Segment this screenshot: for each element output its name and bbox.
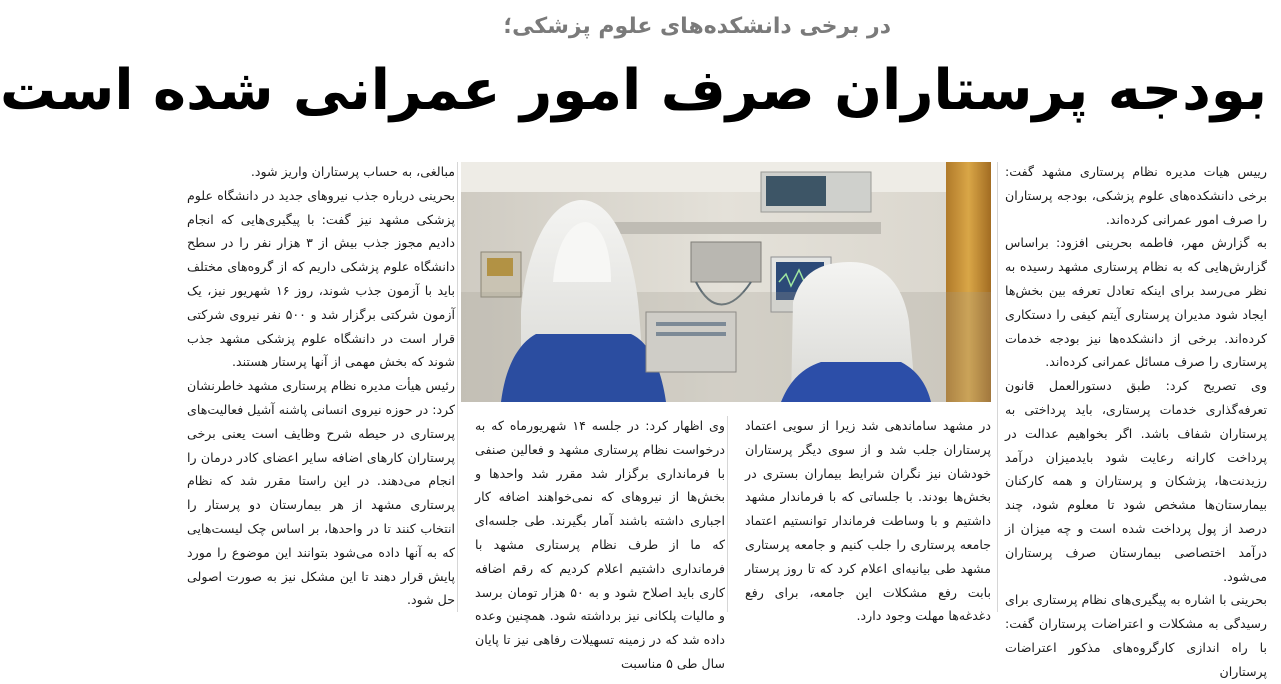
article-kicker: در برخی دانشکده‌های علوم پزشکی؛ xyxy=(503,14,891,39)
article-photo xyxy=(461,162,991,402)
article-column-left xyxy=(187,160,455,610)
column-divider xyxy=(727,416,728,612)
paragraph: در مشهد ساماندهی شد زیرا از سویی اعتماد پرستاران جلب شد و از سوی دیگر پرستاران خودشان نیز نگران شرایط بیماران بستری در بخش‌ها بودند. با جلساتی که با فرماندار مشهد داشتیم و با وساطت فرماندار توانستیم اعتماد جامعه پرستاری را جلب کنیم و جامعه پرستاری مشهد طی بیانیه‌ای اعلام کرد که تا روز پرستار بابت رفع مشکلات این جامعه، برای رفع دغدغه‌ها مهلت وجود دارد. xyxy=(745,418,991,624)
column-divider xyxy=(457,162,458,612)
article-column-right xyxy=(1005,160,1267,679)
column-divider xyxy=(997,162,998,612)
paragraph: وی اظهار کرد: در جلسه ۱۴ شهریورماه که به درخواست نظام پرستاری مشهد و فعالین صنفی با فرمانداری برگزار شد مقرر شد واحدها و بخش‌ها از نیروهای که نمی‌خواهند اضافه کار اجباری داشته باشند آمار بگیرند. طی جلسه‌ای که ما از طرف نظام پرستاری مشهد با فرمانداری داشتیم اعلام کردیم که رقم اضافه کاری باید اصلاح شود و به ۵۰ هزار تومان برسد و مالیات پلکانی نیز برداشته شود. همچنین وعده داده شد که در زمینه تسهیلات رفاهی نیز تا پایان سال طی ۵ مناسبت xyxy=(475,418,725,671)
article-column-middle-left xyxy=(475,414,725,671)
paragraph: بحرینی با اشاره به پیگیری‌های نظام پرستاری برای رسیدگی به مشکلات و اعتراضات پرستاران گفت: با راه اندازی کارگروه‌های مذکور اعتراضات پرستاران xyxy=(1005,592,1267,679)
paragraph: رئیس هیأت مدیره نظام پرستاری مشهد خاطرنشان کرد: در حوزه نیروی انسانی پاشنه آشیل فعالیت‌های پرستاری در حیطه شرح وظایف است یعنی برخی پرستاران کارهای اضافه سایر اعضای کادر درمان را انجام می‌دهند. در این راستا مقرر شد که نظام پرستاری مشهد از هر بیمارستان دو پرستار را انتخاب کنند تا در واحدها، بر اساس چک لیست‌هایی که به آنها داده می‌شود بتوانند این موضوع را مورد پایش قرار دهند تا این مشکل نیز به صورت اصولی حل شود. xyxy=(187,378,455,608)
hospital-ward-photo xyxy=(461,162,991,402)
paragraph: بحرینی درباره جذب نیروهای جدید در دانشگاه علوم پزشکی مشهد نیز گفت: با پیگیری‌هایی که انجام دادیم مجوز جذب بیش از ۳ هزار نفر را در سطح دانشگاه علوم پزشکی داریم که از گروه‌های مختلف باید با آزمون جذب شوند، روز ۱۶ شهریور نیز، یک آزمون شرکتی برگزار شد و ۵۰۰ نفر نیروی شرکتی قرار است در دانشگاه علوم پزشکی مشهد جذب شوند که بخش مهمی از آنها پرستار هستند. xyxy=(187,187,455,370)
paragraph: رییس هیات مدیره نظام پرستاری مشهد گفت: برخی دانشکده‌های علوم پزشکی، بودجه پرستاران را صرف امور عمرانی کرده‌اند. xyxy=(1005,164,1267,227)
article-headline: بودجه پرستاران صرف امور عمرانی شده است xyxy=(0,58,1267,123)
article-column-middle-right xyxy=(745,414,991,624)
paragraph: به گزارش مهر، فاطمه بحرینی افزود: براساس گزارش‌هایی که به نظام پرستاری مشهد رسیده به نظر می‌رسد برای اینکه تعادل تعرفه بین بخش‌ها ایجاد شود مدیران پرستاری آیتم کیفی را دستکاری کرده‌اند. برخی از دانشکده‌ها نیز بودجه خدمات پرستاری را صرف مسائل عمرانی کرده‌اند. xyxy=(1005,235,1267,370)
paragraph: مبالغی، به حساب پرستاران واریز شود. xyxy=(250,164,455,179)
paragraph: وی تصریح کرد: طبق دستورالعمل قانون تعرفه‌گذاری خدمات پرستاری، باید پرداختی به پرستاران شفاف باشد. اگر بخواهیم عدالت در پرداخت کارانه رعایت شود بایدمیزان درآمد رزیدنت‌ها، پزشکان و پرستاران و همه کارکنان بیمارستان‌ها مشخص شود تا معلوم شود، چند درصد از پول پرداخت شده است و چه میزان از درآمد اختصاصی بیمارستان صرف پرستاران می‌شود. xyxy=(1005,378,1267,584)
